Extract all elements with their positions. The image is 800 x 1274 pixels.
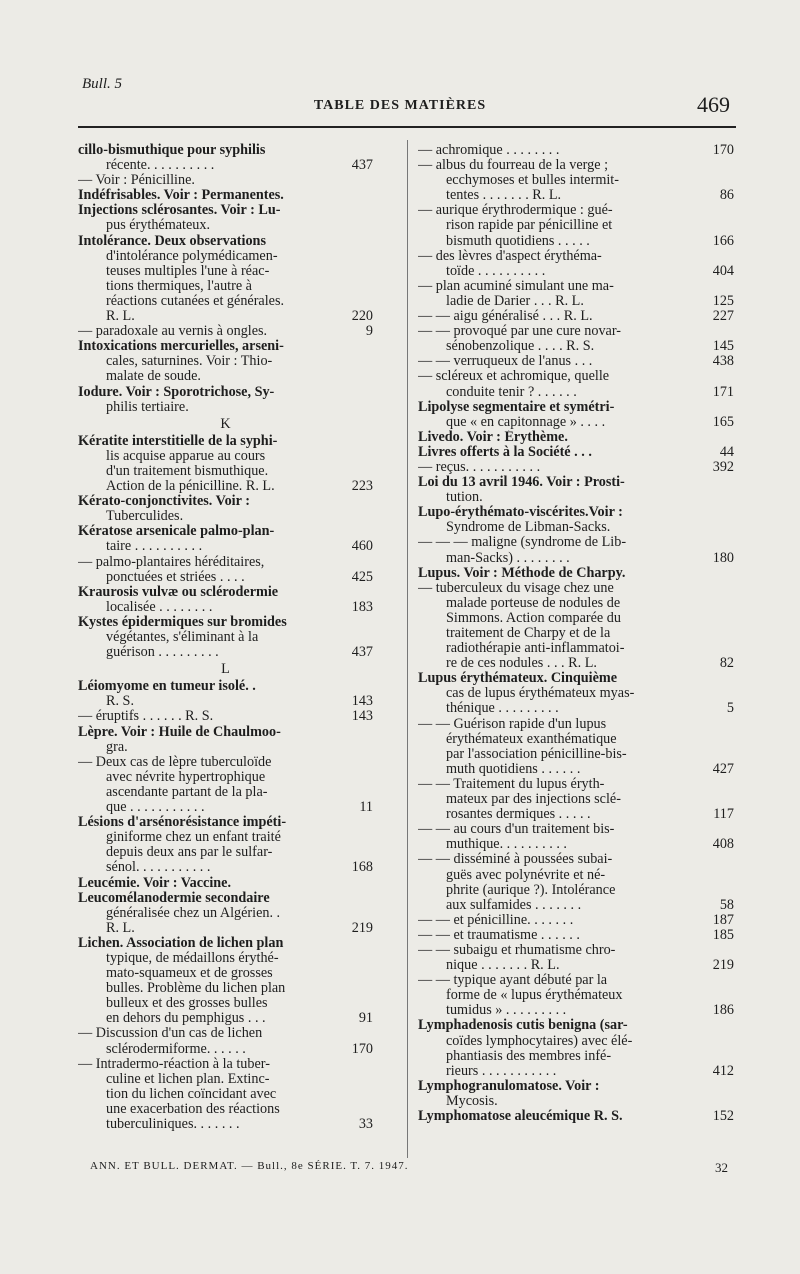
index-entry [418,279,734,309]
index-entry [418,324,734,354]
index-entry [78,815,373,875]
entry-line: bulleux et des grosses bulles [106,996,268,1012]
entry-line: — — et traumatisme . . . . . . [418,927,580,943]
index-entry [78,709,373,724]
entry-page-ref: 44 [719,443,734,460]
entry-page-ref: 460 [351,538,373,555]
index-entry [78,1057,373,1132]
header-rule [78,126,736,128]
entry-line: — — provoqué par une cure novar- [418,324,621,340]
entry-page-ref: 125 [712,292,734,309]
entry-line: coïdes lymphocytaires) avec élé- [446,1033,633,1049]
index-entry [78,615,373,660]
entry-line: Lupo-érythémato-viscérites.Voir : [418,505,623,521]
entry-line: tumidus » . . . . . . . . . [446,1003,567,1019]
index-entry [418,505,734,535]
entry-line: Livedo. Voir : Érythème. [418,429,568,445]
entry-line: une exacerbation des réactions [106,1101,280,1117]
page-title: TABLE DES MATIÈRES [313,98,487,113]
index-entry [418,566,734,581]
entry-line: culine et lichen plan. Extinc- [106,1071,270,1087]
index-entry [78,1026,373,1056]
entry-line: re de ces nodules . . . R. L. [446,656,597,672]
entry-line: Action de la pénicilline. R. L. [106,479,275,495]
index-entry [78,143,373,173]
entry-line: phantiasis des membres infé- [446,1048,612,1064]
index-entry [418,475,734,505]
index-entry [418,430,734,445]
entry-line: tution. [446,490,483,506]
index-entry [418,535,734,565]
entry-page-ref: 152 [712,1108,734,1124]
entry-line: récente. . . . . . . . . . [106,158,215,174]
entry-line: érythémateux exanthématique [446,731,617,747]
entry-line: sclérodermiforme. . . . . . [106,1041,246,1057]
entry-page-ref: 223 [351,478,373,495]
entry-line: généralisée chez un Algérien. . [106,905,281,921]
entry-line: — Discussion d'un cas de lichen [78,1026,263,1042]
entry-line: — palmo-plantaires héréditaires, [78,554,265,570]
entry-line: Lipolyse segmentaire et symétri- [418,399,615,415]
entry-line: Mycosis. [446,1093,498,1109]
entry-line: végétantes, s'éliminant à la [106,630,259,645]
entry-line: Simmons. Action comparée du [446,610,621,626]
entry-line: guës avec polynévrite et né- [446,867,606,883]
entry-page-ref: 9 [365,323,373,340]
entry-line: tuberculiniques. . . . . . . [106,1117,240,1132]
index-entry [418,913,734,928]
index-entry [418,158,734,203]
index-entry [78,234,373,325]
entry-page-ref: 219 [712,957,734,974]
entry-line: radiothérapie anti-inflammatoi- [446,641,625,657]
entry-line: rieurs . . . . . . . . . . . [446,1063,557,1079]
entry-line: Intoxications mercurielles, arseni- [78,339,284,355]
column-divider [407,140,408,1158]
entry-page-ref: 437 [351,644,373,661]
entry-line: Kératite interstitielle de la syphi- [78,433,278,449]
entry-line: — — subaigu et rhumatisme chro- [418,942,616,958]
entry-line: — scléreux et achromique, quelle [418,369,610,385]
entry-line: — paradoxale au vernis à ongles. [78,324,268,340]
entry-line: mateux par des injections sclé- [446,792,621,808]
entry-line: Lésions d'arsénorésistance impéti- [78,815,287,831]
entry-page-ref: 220 [351,308,373,325]
entry-line: — Intradermo-réaction à la tuber- [78,1056,270,1072]
entry-line: R. S. [106,694,134,710]
entry-line: Kystes épidermiques sur bromides [78,614,287,630]
left-column [78,143,373,1132]
index-entry [418,777,734,822]
entry-line: bismuth quotidiens . . . . . [446,233,590,249]
entry-page-ref: 33 [358,1116,373,1132]
entry-line: giniforme chez un enfant traité [106,830,281,846]
entry-line: tions thermiques, l'autre à [106,278,252,294]
index-entry [78,434,373,494]
entry-line: rison rapide par pénicilline et [446,218,613,234]
entry-page-ref: 437 [351,157,373,174]
entry-line: d'intolérance polymédicamen- [106,248,278,264]
entry-line: Kraurosis vulvæ ou sclérodermie [78,584,279,600]
entry-line: gra. [106,739,128,755]
index-entry [418,1109,734,1124]
index-entry [418,717,734,777]
entry-line: — — et pénicilline. . . . . . . [418,912,574,928]
index-entry [418,369,734,399]
footer-sheet-number: 32 [715,1160,728,1175]
entry-line: — — verruqueux de l'anus . . . [418,354,593,370]
entry-page-ref: 187 [712,911,734,928]
entry-line: muthique. . . . . . . . . . [446,837,567,853]
index-entry [418,400,734,430]
index-entry [418,460,734,475]
entry-line: cas de lupus érythémateux myas- [446,686,635,702]
right-column [418,143,734,1124]
entry-line: — des lèvres d'aspect érythéma- [418,248,602,264]
entry-line: — achromique . . . . . . . . [418,143,560,158]
entry-line: — — au cours d'un traitement bis- [418,822,615,838]
entry-line: d'un traitement bismuthique. [106,463,269,479]
page-number: 469 [697,92,730,117]
index-entry [78,725,373,755]
entry-line: — tuberculeux du visage chez une [418,580,614,596]
entry-line: lis acquise apparue au cours [106,448,266,464]
entry-line: forme de « lupus érythémateux [446,988,623,1004]
entry-line: tion du lichen coïncidant avec [106,1086,277,1102]
entry-line: — — typique ayant débuté par la [418,973,608,989]
entry-page-ref: 117 [713,806,734,823]
index-entry [418,928,734,943]
entry-line: que « en capitonnage » . . . . [446,414,606,430]
index-entry [78,173,373,188]
entry-page-ref: 186 [712,1002,734,1019]
entry-page-ref: 168 [351,859,373,876]
entry-line: cales, saturnines. Voir : Thio- [106,354,273,370]
entry-line: Leucémie. Voir : Vaccine. [78,875,232,891]
entry-line: Kérato-conjonctivites. Voir : [78,494,250,510]
entry-line: ladie de Darier . . . R. L. [446,293,584,309]
index-entry [78,324,373,339]
entry-line: tentes . . . . . . . R. L. [446,188,562,204]
entry-line: conduite tenir ? . . . . . . [446,384,577,400]
entry-page-ref: 166 [712,232,734,249]
entry-line: guérison . . . . . . . . . [106,645,219,661]
entry-line: — — Traitement du lupus éryth- [418,776,605,792]
entry-line: teuses multiples l'une à réac- [106,263,270,279]
entry-line: Leucomélanodermie secondaire [78,890,270,906]
entry-line: — plan acuminé simulant une ma- [418,278,614,294]
entry-line: sénobenzolique . . . . R. S. [446,339,595,355]
index-entry [78,203,373,233]
entry-page-ref: 425 [351,568,373,585]
index-entry [418,354,734,369]
index-entry [78,679,373,709]
index-entry [78,936,373,1027]
entry-line: ecchymoses et bulles intermit- [446,173,619,189]
entry-page-ref: 170 [712,142,734,158]
entry-line: cillo-bismuthique pour syphilis [78,143,266,158]
entry-line: localisée . . . . . . . . [106,599,213,615]
index-entry [418,249,734,279]
entry-line: taire . . . . . . . . . . [106,539,203,555]
entry-page-ref: 438 [712,353,734,370]
entry-line: R. L. [106,309,135,325]
index-entry [418,445,734,460]
index-entry [78,188,373,203]
entry-line: que . . . . . . . . . . . [106,800,205,816]
entry-line: Tuberculides. [106,509,184,525]
index-entry [78,494,373,524]
entry-line: bulles. Problème du lichen plan [106,981,286,997]
entry-line: Lymphadenosis cutis benigna (sar- [418,1018,628,1034]
entry-page-ref: 392 [712,458,734,475]
entry-line: ascendante partant de la pla- [106,784,268,800]
entry-page-ref: 143 [351,693,373,710]
entry-line: — Deux cas de lèpre tuberculoïde [78,754,272,770]
index-entry [78,524,373,554]
entry-page-ref: 82 [719,655,734,672]
index-entry [418,203,734,248]
entry-line: thénique . . . . . . . . . [446,701,559,717]
entry-line: muth quotidiens . . . . . . [446,761,581,777]
index-entry [418,309,734,324]
index-entry [418,822,734,852]
entry-line: — reçus. . . . . . . . . . . [418,459,541,475]
running-head: Bull. 5 [82,76,122,92]
footer-citation: ANN. ET BULL. DERMAT. — Bull., 8e SÉRIE. T. 7. 1947. [90,1160,409,1172]
index-entry [418,973,734,1018]
entry-page-ref: 11 [359,799,373,816]
entry-line: man-Sacks) . . . . . . . . [446,550,570,566]
entry-line: pus érythémateux. [106,218,211,234]
entry-line: malate de soude. [106,369,201,385]
entry-line: Syndrome de Libman-Sacks. [446,520,611,536]
entry-line: Loi du 13 avril 1946. Voir : Prosti- [418,475,625,491]
entry-page-ref: 145 [712,338,734,355]
entry-line: toïde . . . . . . . . . . [446,263,546,279]
entry-line: mato-squameux et de grosses [106,966,273,982]
entry-line: Indéfrisables. Voir : Permanentes. [78,188,284,204]
index-entry [418,143,734,158]
entry-page-ref: 58 [719,896,734,913]
entry-page-ref: 165 [712,413,734,430]
section-letter: K [220,415,231,432]
entry-page-ref: 143 [351,708,373,725]
entry-line: philis tertiaire. [106,399,189,415]
entry-line: Lichen. Association de lichen plan [78,935,284,951]
index-entry [78,876,373,891]
entry-line: R. L. [106,920,135,936]
entry-line: Lupus érythémateux. Cinquième [418,671,618,687]
entry-line: par l'association pénicilline-bis- [446,746,627,762]
entry-line: — albus du fourreau de la verge ; [418,158,609,174]
entry-page-ref: 86 [719,187,734,204]
entry-line: rosantes dermiques . . . . . [446,807,591,823]
entry-line: depuis deux ans par le sulfar- [106,845,273,861]
entry-line: Lymphogranulomatose. Voir : [418,1078,600,1094]
entry-page-ref: 404 [712,262,734,279]
entry-line: — éruptifs . . . . . . R. S. [78,709,214,725]
entry-line: — — — maligne (syndrome de Lib- [418,535,627,551]
entry-page-ref: 408 [712,836,734,853]
entry-line: nique . . . . . . . R. L. [446,958,560,974]
entry-line: — aurique érythrodermique : gué- [418,203,613,219]
entry-page-ref: 91 [358,1010,373,1027]
entry-page-ref: 180 [712,549,734,566]
entry-line: — — disséminé à poussées subai- [418,852,613,868]
entry-page-ref: 5 [726,700,734,717]
index-entry [78,891,373,936]
entry-line: ponctuées et striées . . . . [106,569,245,585]
index-entry [418,581,734,672]
entry-line: Injections sclérosantes. Voir : Lu- [78,203,281,219]
index-entry [418,943,734,973]
entry-line: Lupus. Voir : Méthode de Charpy. [418,565,626,581]
entry-line: en dehors du pemphigus . . . [106,1011,266,1027]
entry-line: sénol. . . . . . . . . . . [106,860,211,876]
entry-line: avec névrite hypertrophique [106,769,266,785]
index-entry [418,852,734,912]
entry-line: réactions cutanées et générales. [106,293,285,309]
entry-page-ref: 171 [712,383,734,400]
entry-line: Léiomyome en tumeur isolé. . [78,679,256,695]
entry-line: Intolérance. Deux observations [78,233,266,249]
index-entry [78,585,373,615]
index-entry [78,339,373,384]
entry-page-ref: 219 [351,919,373,936]
entry-page-ref: 227 [712,308,734,325]
section-letter: L [221,661,230,678]
index-entry [418,671,734,716]
entry-page-ref: 170 [351,1040,373,1057]
entry-line: Lymphomatose aleucémique R. S. [418,1109,623,1124]
index-entry [418,1079,734,1109]
entry-page-ref: 427 [712,760,734,777]
entry-page-ref: 412 [712,1062,734,1079]
entry-line: malade porteuse de nodules de [446,595,621,611]
entry-line: aux sulfamides . . . . . . . [446,897,582,913]
entry-page-ref: 183 [351,598,373,615]
entry-line: Iodure. Voir : Sporotrichose, Sy- [78,384,275,400]
entry-line: — — aigu généralisé . . . R. L. [418,309,593,325]
index-entry [78,385,373,415]
entry-line: — Voir : Pénicilline. [78,173,195,189]
entry-line: Kératose arsenicale palmo-plan- [78,524,275,540]
index-entry [78,755,373,815]
entry-line: traitement de Charpy et de la [446,626,611,641]
entry-page-ref: 185 [712,926,734,943]
entry-line: typique, de médaillons érythé- [106,950,279,966]
entry-line: Livres offerts à la Société . . . [418,444,592,460]
index-entry [418,1018,734,1078]
entry-line: — — Guérison rapide d'un lupus [418,716,607,732]
index-entry [78,555,373,585]
entry-line: Lèpre. Voir : Huile de Chaulmoo- [78,724,281,740]
entry-line: phrite (aurique ?). Intolérance [446,882,616,898]
